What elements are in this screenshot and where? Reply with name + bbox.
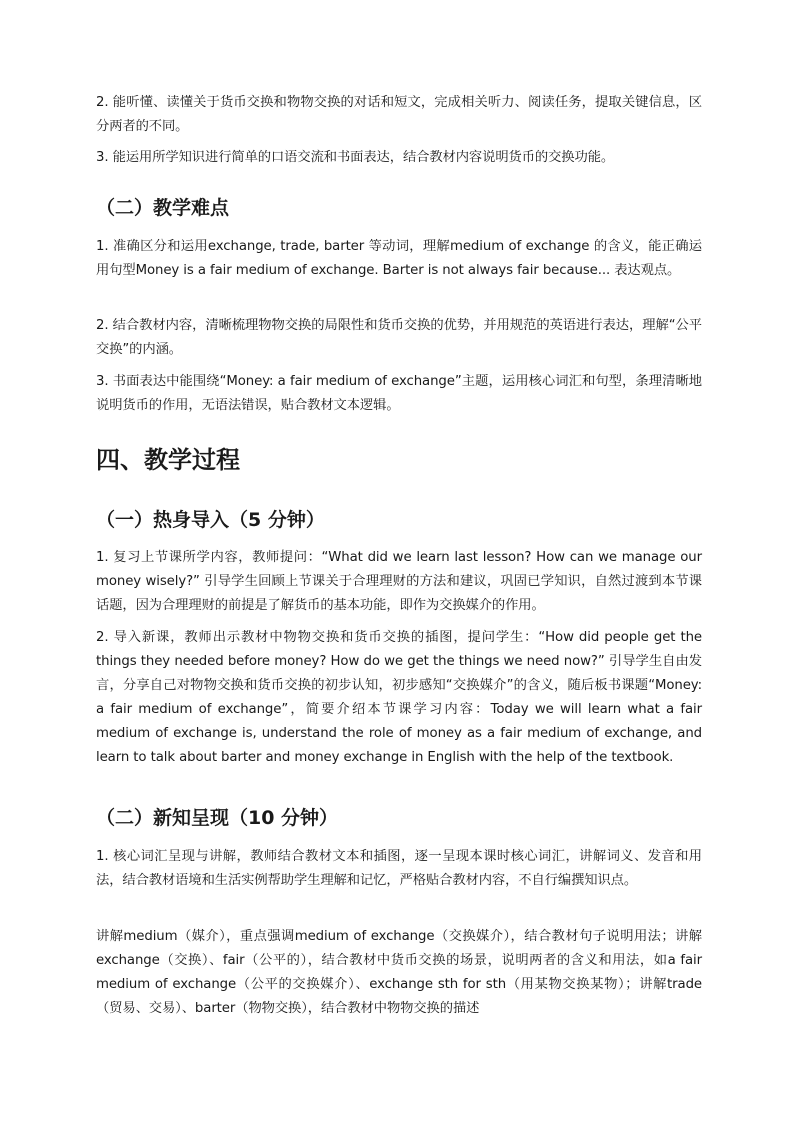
section-heading-process: 四、教学过程	[96, 446, 240, 474]
section-heading-difficulties: （二）教学难点	[96, 197, 230, 219]
new-knowledge-paragraph-2: 讲解medium（媒介），重点强调medium of exchange（交换媒介），结合教材句子说明用法；讲解exchange（交换）、fair（公平的），结合教材中货币交换的场景，说明两者的含义和用法，如a fair medium of exchange（公平的交换媒介）、exchange sth for sth（用某物交换某物）；讲解trade（贸易、交易）、barter（物物交换），结合教材中物物交换的描述	[96, 929, 702, 1016]
subsection-heading-warmup: （一）热身导入（5 分钟）	[96, 509, 325, 531]
warmup-item-2: 2. 导入新课，教师出示教材中物物交换和货币交换的插图，提问学生：“How did people get the things they needed before money? How do we get the things we need now?” 引导学生自由发言，分享自己对物物交换和货币交换的初步认知，初步感知“交换媒介”的含义，随后板书课题“Money: a fair medium of exchange”，简要介绍本节课学习内容：Today we will learn what a fair medium of exchange is, understand the role of money as a fair medium of exchange, and learn to talk about barter and money exchange in English with the help of the textbook.	[96, 630, 702, 765]
difficulty-item-1: 1. 准确区分和运用exchange, trade, barter 等动词，理解medium of exchange 的含义，能正确运用句型Money is a fair medium of exchange. Barter is not always fair because... 表达观点。	[96, 239, 702, 278]
objective-item-2: 2. 能听懂、读懂关于货币交换和物物交换的对话和短文，完成相关听力、阅读任务，提取关键信息，区分两者的不同。	[96, 95, 702, 134]
new-knowledge-item-1: 1. 核心词汇呈现与讲解，教师结合教材文本和插图，逐一呈现本课时核心词汇，讲解词义、发音和用法，结合教材语境和生活实例帮助学生理解和记忆，严格贴合教材内容，不自行编撰知识点。	[96, 849, 702, 888]
difficulty-item-3: 3. 书面表达中能围绕“Money: a fair medium of exchange”主题，运用核心词汇和句型，条理清晰地说明货币的作用，无语法错误，贴合教材文本逻辑。	[96, 374, 702, 413]
warmup-item-1: 1. 复习上节课所学内容，教师提问：“What did we learn last lesson? How can we manage our money wisely?” 引导学生回顾上节课关于合理理财的方法和建议，巩固已学知识，自然过渡到本节课话题，因为合理理财的前提是了解货币的基本功能，即作为交换媒介的作用。	[96, 550, 702, 613]
objective-item-3: 3. 能运用所学知识进行简单的口语交流和书面表达，结合教材内容说明货币的交换功能。	[96, 150, 615, 165]
difficulty-item-2: 2. 结合教材内容，清晰梳理物物交换的局限性和货币交换的优势，并用规范的英语进行表达，理解“公平交换”的内涵。	[96, 318, 702, 357]
subsection-heading-new-knowledge: （二）新知呈现（10 分钟）	[96, 807, 339, 829]
